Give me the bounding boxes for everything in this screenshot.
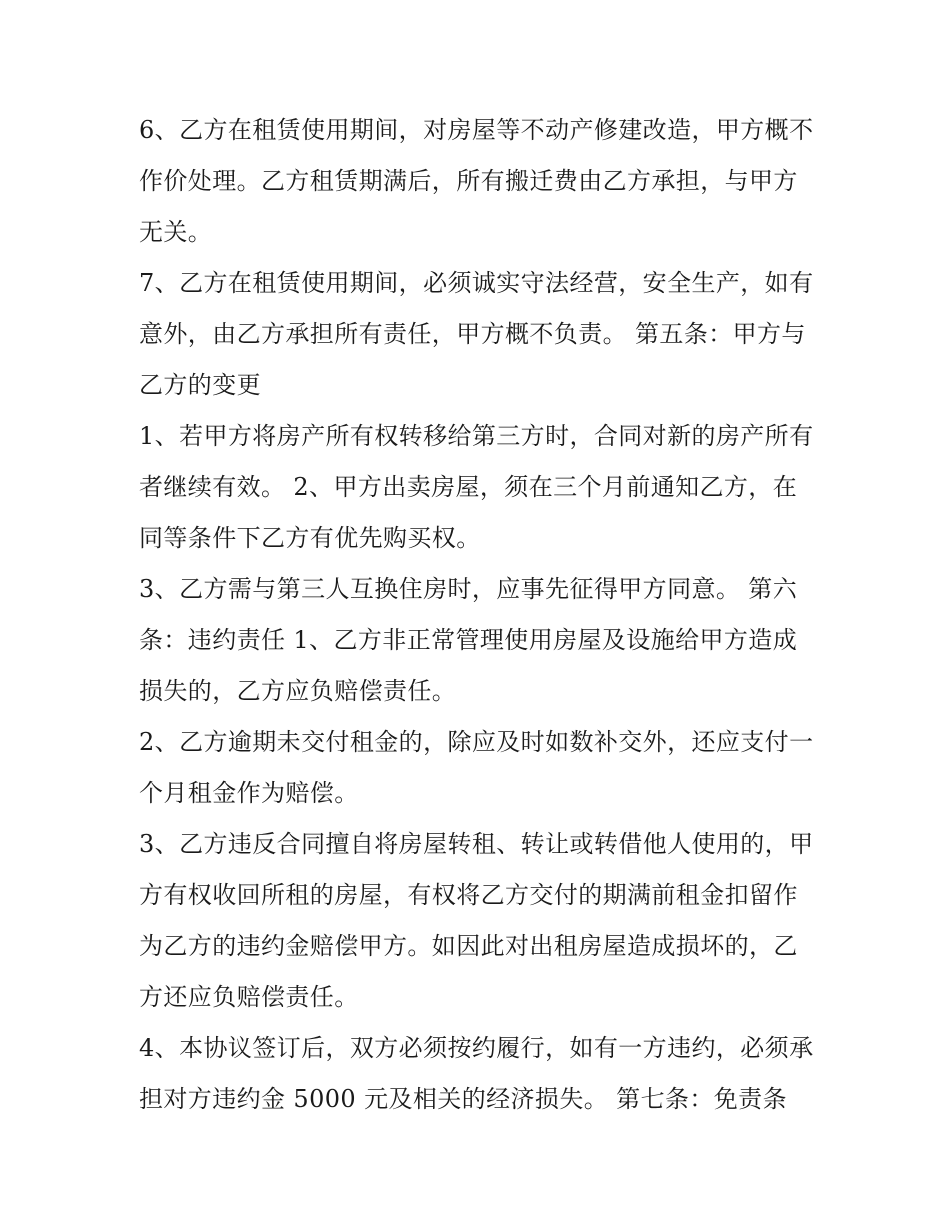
- paragraph-clause-7: 7、乙方在租赁使用期间，必须诚实守法经营，安全生产，如有意外，由乙方承担所有责任，甲方概不负责。 第五条：甲方与乙方的变更: [139, 269, 814, 399]
- paragraph-clause-6: 6、乙方在租赁使用期间，对房屋等不动产修建改造，甲方概不作价处理。乙方租赁期满后，所有搬迁费由乙方承担，与甲方无关。: [139, 116, 814, 246]
- paragraph-clause-3: 3、乙方需与第三人互换住房时，应事先征得甲方同意。 第六条：违约责任 1、乙方非正常管理使用房屋及设施给甲方造成损失的，乙方应负赔偿责任。: [139, 575, 798, 705]
- document-body: [139, 105, 819, 1125]
- paragraph-clause-4-breach: 4、本协议签订后，双方必须按约履行，如有一方违约，必须承担对方违约金 5000 元及相关的经济损失。 第七条：免责条: [139, 1034, 814, 1113]
- paragraph-clause-2-breach: 2、乙方逾期未交付租金的，除应及时如数补交外，还应支付一个月租金作为赔偿。: [139, 728, 814, 807]
- paragraph-clause-1: 1、若甲方将房产所有权转移给第三方时，合同对新的房产所有者继续有效。 2、甲方出卖房屋，须在三个月前通知乙方，在同等条件下乙方有优先购买权。: [139, 422, 814, 552]
- paragraph-clause-3-breach: 3、乙方违反合同擅自将房屋转租、转让或转借他人使用的，甲方有权收回所租的房屋，有权将乙方交付的期满前租金扣留作为乙方的违约金赔偿甲方。如因此对出租房屋造成损坏的，乙方还应负赔偿责任。: [139, 830, 814, 1011]
